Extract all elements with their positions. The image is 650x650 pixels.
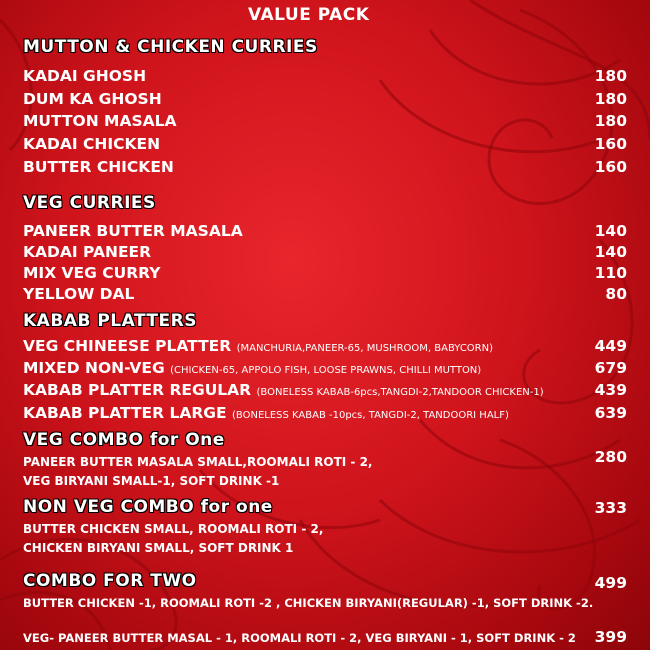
menu-item-name: KABAB PLATTER LARGE xyxy=(23,404,227,422)
menu-item-row xyxy=(23,404,509,422)
section-heading-combo-two: COMBO FOR TWO xyxy=(23,571,197,591)
menu-item-price: 180 xyxy=(594,112,627,130)
menu-item-note: (MANCHURIA,PANEER-65, MUSHROOM, BABYCORN) xyxy=(236,343,493,354)
combo-line: VEG- PANEER BUTTER MASAL - 1, ROOMALI ROTI - 2, VEG BIRYANI - 1, SOFT DRINK - 2 xyxy=(23,631,576,645)
menu-item-note: (BONELESS KABAB -10pcs, TANGDI-2, TANDOORI HALF) xyxy=(232,410,509,421)
menu-item-name: YELLOW DAL xyxy=(23,285,135,303)
menu-item-name: KABAB PLATTER REGULAR xyxy=(23,381,252,399)
section-heading-kabab: KABAB PLATTERS xyxy=(23,311,197,331)
menu-item-price: 639 xyxy=(594,404,627,422)
combo-line: BUTTER CHICKEN -1, ROOMALI ROTI -2 , CHICKEN BIRYANI(REGULAR) -1, SOFT DRINK -2. xyxy=(23,596,594,610)
menu-item-name: PANEER BUTTER MASALA xyxy=(23,222,243,240)
combo-price: 333 xyxy=(594,499,627,517)
menu-item-name: DUM KA GHOSH xyxy=(23,90,162,108)
menu-item-price: 180 xyxy=(594,90,627,108)
menu-item-price: 449 xyxy=(594,337,627,355)
menu-item-name: MIX VEG CURRY xyxy=(23,264,161,282)
combo-price: 280 xyxy=(594,448,627,466)
menu-item-price: 80 xyxy=(605,285,627,303)
menu-item-price: 140 xyxy=(594,243,627,261)
menu-item-price: 180 xyxy=(594,67,627,85)
menu-title: VALUE PACK xyxy=(248,5,370,25)
menu-item-note: (CHICKEN-65, APPOLO FISH, LOOSE PRAWNS, CHILLI MUTTON) xyxy=(170,365,482,376)
section-heading-curries: MUTTON & CHICKEN CURRIES xyxy=(23,37,318,57)
menu-item-price: 110 xyxy=(594,264,627,282)
menu-item-name: MIXED NON-VEG xyxy=(23,359,165,377)
menu-item-name: KADAI CHICKEN xyxy=(23,135,161,153)
menu-item-price: 679 xyxy=(594,359,627,377)
menu-item-price: 160 xyxy=(594,158,627,176)
section-heading-nonveg-combo: NON VEG COMBO for one xyxy=(23,497,273,517)
combo-price: 499 xyxy=(594,574,627,592)
menu-item-name: MUTTON MASALA xyxy=(23,112,177,130)
section-heading-veg-combo: VEG COMBO for One xyxy=(23,430,225,450)
combo-line: PANEER BUTTER MASALA SMALL,ROOMALI ROTI - 2, xyxy=(23,455,373,469)
menu-item-note: (BONELESS KABAB-6pcs,TANGDI-2,TANDOOR CHICKEN-1) xyxy=(256,387,544,398)
menu-item-row xyxy=(23,359,481,377)
menu-item-name: KADAI GHOSH xyxy=(23,67,147,85)
menu-item-name: VEG CHINEESE PLATTER xyxy=(23,337,232,355)
combo-line: BUTTER CHICKEN SMALL, ROOMALI ROTI - 2, xyxy=(23,522,324,536)
combo-price: 399 xyxy=(594,628,627,646)
menu-item-name: BUTTER CHICKEN xyxy=(23,158,174,176)
menu-item-price: 140 xyxy=(594,222,627,240)
section-heading-veg: VEG CURRIES xyxy=(23,193,156,213)
menu-item-price: 160 xyxy=(594,135,627,153)
menu-item-price: 439 xyxy=(594,381,627,399)
menu-item-row xyxy=(23,337,493,355)
menu-item-row xyxy=(23,381,544,399)
menu-item-name: KADAI PANEER xyxy=(23,243,152,261)
combo-line: VEG BIRYANI SMALL-1, SOFT DRINK -1 xyxy=(23,474,280,488)
combo-line: CHICKEN BIRYANI SMALL, SOFT DRINK 1 xyxy=(23,541,294,555)
